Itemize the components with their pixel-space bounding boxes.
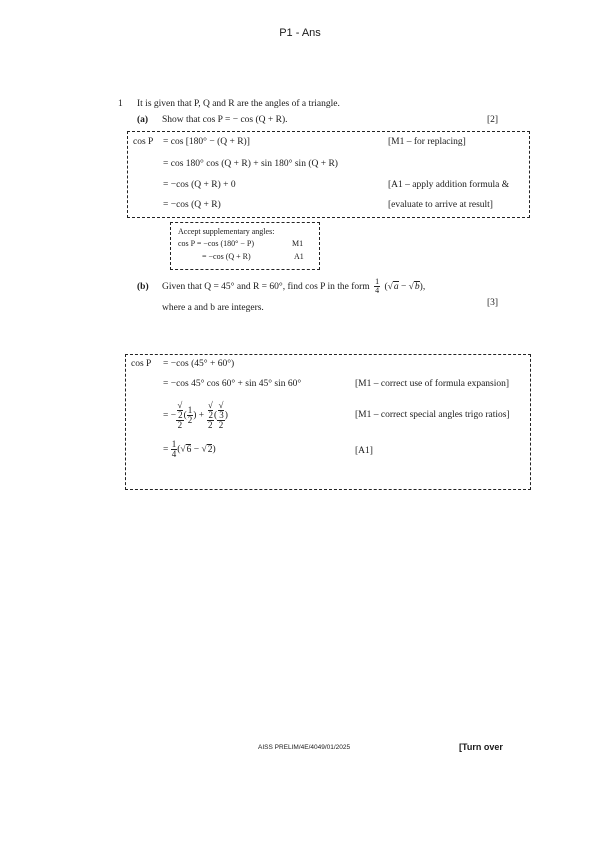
part-b-line4-mark: [A1] <box>355 446 373 456</box>
part-a-marks: [2] <box>487 115 499 125</box>
part-b-prompt-line2: where a and b are integers. <box>162 303 264 313</box>
part-b-prompt-start: Given that Q = 45° and R = 60°, find cos P in the form <box>162 282 370 292</box>
part-a-line3-mark: [A1 – apply addition formula & <box>388 180 510 190</box>
part-a-line3-expr: = −cos (Q + R) + 0 <box>163 180 236 190</box>
accept-note-line1: cos P = −cos (180° − P) <box>178 239 254 248</box>
part-b-line3-mark: [M1 – correct special angles trigo ratios] <box>355 410 510 420</box>
part-b-prompt: Given that Q = 45° and R = 60°, find cos P in the form $\frac{1}{4}$ (√a − √b), <box>162 277 426 296</box>
fraction-denominator: 4 <box>375 286 380 296</box>
part-b-line3-expr: = − √ 2 2 ( $\frac{1}{2}$ ) + √ 2 2 ( √ 3 2 ) <box>163 400 228 430</box>
part-b-marks: [3] <box>487 298 499 308</box>
question-stem: It is given that P, Q and R are the angles of a triangle. <box>137 99 340 109</box>
form-b: b <box>414 282 420 292</box>
accept-note-mark1: M1 <box>292 239 304 248</box>
accept-note-line2: = −cos (Q + R) <box>202 252 251 261</box>
page-title: P1 - Ans <box>279 27 321 39</box>
sqrt3-over-2: √ 3 2 <box>218 400 224 430</box>
one-quarter-fraction <box>374 278 380 295</box>
sqrt2-over-2-b: √ 2 2 <box>207 400 214 430</box>
one-over-4: $\frac{1}{4}$ <box>171 439 177 459</box>
part-a-line2-expr: = cos 180° cos (Q + R) + sin 180° sin (Q + R) <box>163 159 338 169</box>
sqrt2-over-2: √ 2 2 <box>177 400 183 430</box>
part-a-line1-lhs: cos P <box>133 137 154 147</box>
part-b-line1-expr: = −cos (45° + 60°) <box>163 359 235 369</box>
part-a-line1-expr: = cos [180° − (Q + R)] <box>163 137 250 147</box>
accept-note-mark2: A1 <box>294 252 304 261</box>
part-a-line4-mark: [evaluate to arrive at result] <box>388 200 493 210</box>
part-a-label: (a) <box>137 115 149 125</box>
one-over-2: $\frac{1}{2}$ <box>187 405 193 425</box>
turn-over-label: [Turn over <box>459 742 503 752</box>
form-a: a <box>393 282 399 292</box>
accept-note-title: Accept supplementary angles: <box>178 227 275 236</box>
part-a-line4-expr: = −cos (Q + R) <box>163 200 221 210</box>
part-b-line1-lhs: cos P <box>131 359 152 369</box>
part-b-line2-mark: [M1 – correct use of formula expansion] <box>355 379 510 389</box>
part-a-prompt: Show that cos P = − cos (Q + R). <box>162 115 288 125</box>
footer-code: AISS PRELIM/4E/4049/01/2025 <box>258 744 351 751</box>
part-a-line1-mark: [M1 – for replacing] <box>388 137 466 147</box>
question-number: 1 <box>118 99 123 109</box>
part-b-line4-expr: = $\frac{1}{4}$ (√6 − √2) <box>163 439 216 459</box>
fraction-numerator: 1 <box>375 277 380 287</box>
part-b-line2-expr: = −cos 45° cos 60° + sin 45° sin 60° <box>163 379 302 389</box>
part-b-label: (b) <box>137 282 149 292</box>
